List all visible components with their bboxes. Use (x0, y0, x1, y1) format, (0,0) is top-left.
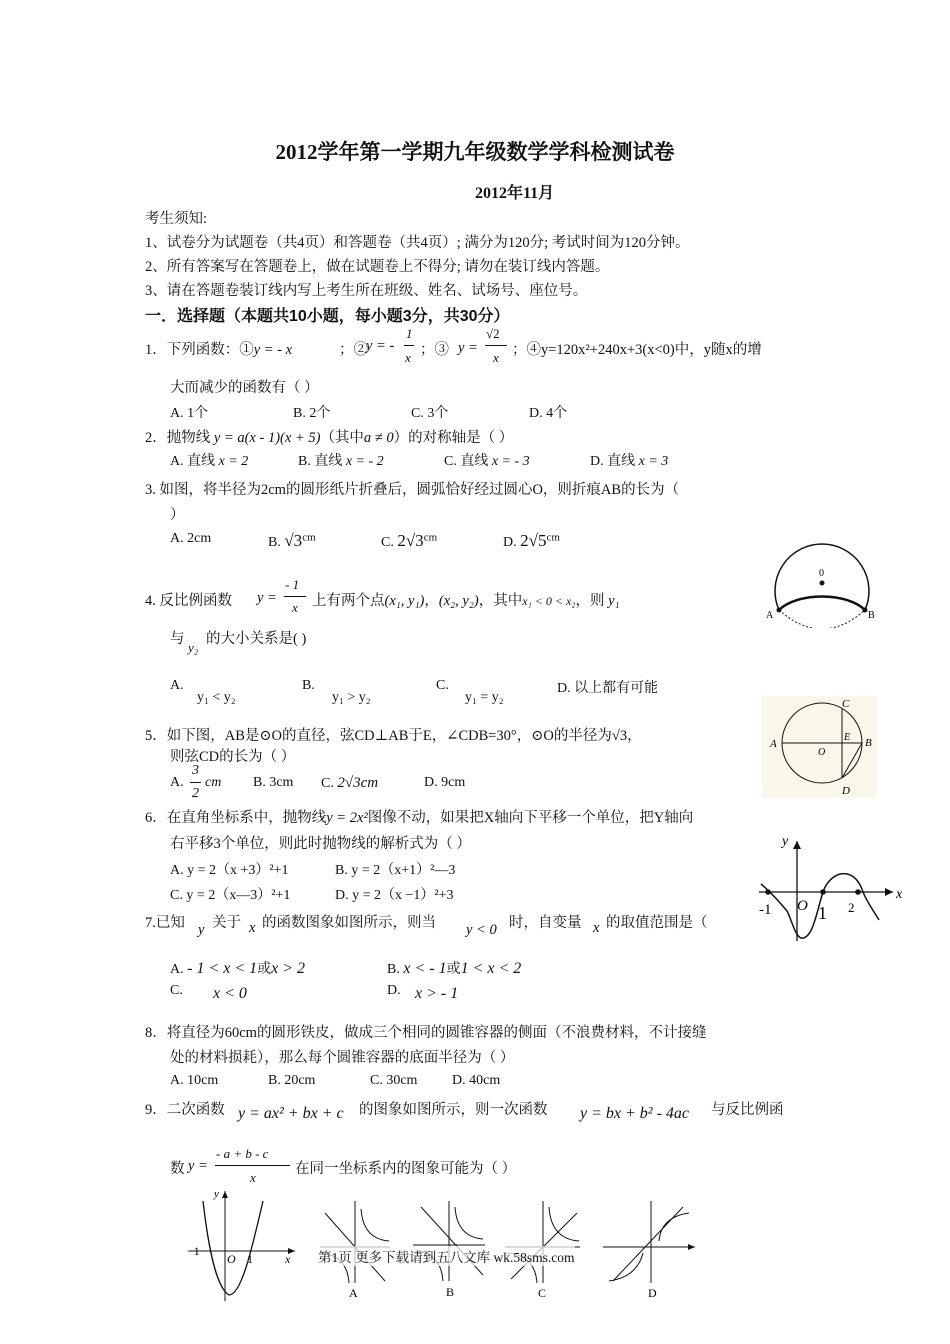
q7-label-o: O (797, 898, 808, 914)
q4-option-a-label: A. (170, 678, 184, 693)
q7-option-a-value2: x > 2 (271, 960, 306, 977)
q6-formula: y = 2x² (326, 810, 368, 826)
q4-option-d: D. 以上都有可能 (557, 681, 659, 696)
q7-stem-b: 关于 (212, 915, 241, 931)
q3-stem: 3. 如图，将半径为2cm的圆形纸片折叠后，圆弧恰好经过圆心O，则折痕AB的长为（ (145, 482, 680, 498)
q2-stem-a: 2．抛物线 (145, 430, 211, 446)
q4-option-a: y₁ < y₂ (197, 690, 236, 705)
q7-option-a-or: 或 (257, 962, 272, 977)
q6-stem-a: 6．在直角坐标系中，抛物线 (145, 810, 327, 826)
q2-stem-c: ）的对称轴是（ ） (393, 430, 514, 446)
q5-option-c-label: C. (321, 776, 334, 791)
q8-option-a: A. 10cm (170, 1073, 219, 1088)
q1-func-2-num: 1 (406, 326, 413, 341)
q3-option-d-unit: cm (546, 531, 560, 544)
q2-option-c-value: x = - 3 (491, 454, 530, 469)
q4-stem-c: ，其中 (478, 593, 523, 609)
notice-item: 2、所有答案写在答题卷上，做在试题卷上不得分; 请勿在装订线内答题。 (145, 259, 610, 275)
q4-stem-e: 与 (170, 631, 185, 647)
q4-y1: y₁ (608, 593, 620, 609)
q9-figures (185, 1183, 715, 1303)
q4-condition: x₁ < 0 < x₂ (522, 594, 576, 608)
q9-stem-b: 的图象如图所示，则一次函数 (359, 1102, 548, 1118)
q4-option-c: y₁ = y₂ (465, 690, 504, 705)
q9-func-1: y = ax² + bx + c (238, 1105, 344, 1122)
q7-label-1: 1 (818, 903, 827, 923)
q2-option-b-label: B. 直线 (298, 454, 343, 469)
q5-option-d: D. 9cm (424, 775, 466, 790)
q1-func-3-num: √2 (486, 326, 500, 341)
notice-header: 考生须知: (145, 211, 208, 227)
fraction-bar (190, 782, 201, 783)
q5-stem-a2: ， (627, 728, 642, 744)
q6-option-b: B. y = 2（x+1）²—3 (335, 863, 456, 878)
q7-y-arrow (793, 841, 801, 849)
q5-option-c (321, 775, 378, 792)
q2-condition: a ≠ 0 (363, 430, 394, 446)
q1-option-a: A. 1个 (170, 406, 209, 421)
q1-option-d: D. 4个 (529, 406, 568, 421)
q7-label-y: y (782, 834, 789, 849)
q9-choice-a: A (349, 1286, 358, 1300)
q9-choice-b: B (446, 1285, 455, 1299)
q9-stem-e: 在同一坐标系内的图象可能为（ ） (295, 1161, 517, 1177)
q4-stem-b: 上有两个点 (312, 593, 385, 609)
q1-stem-c: 大而减少的函数有（ ） (170, 380, 319, 396)
q3-option-c-label: C. (381, 535, 394, 550)
q5-option-a-den: 2 (192, 786, 199, 801)
q1-func-3-den: x (493, 350, 499, 365)
q6-stem-line (145, 806, 693, 827)
q9-label-y: y (214, 1188, 219, 1200)
q9-func-3-num: - a + b - c (216, 1146, 269, 1161)
q5-label-o: O (818, 747, 826, 758)
q2-option-a (170, 450, 248, 470)
q1-option-b: B. 2个 (293, 406, 331, 421)
q5-stem-b: 则弦CD的长为（ ） (170, 749, 296, 765)
q2-option-d-label: D. 直线 (590, 454, 636, 469)
page-footer: 第1页 更多下载请到五八文库 wk.58sms.com (318, 1246, 575, 1266)
q3-option-b (268, 531, 316, 551)
section-heading: 一．选择题（本题共10小题，每小题3分，共30分） (145, 308, 510, 325)
q7-root-m1 (765, 889, 771, 895)
q9-b-hyperbola-1 (455, 1207, 483, 1239)
q5-label-e: E (844, 732, 851, 743)
q8-option-c: C. 30cm (370, 1073, 418, 1088)
q7-option-b (387, 958, 521, 978)
q9-choice-d: D (648, 1286, 657, 1300)
q3-option-b-unit: cm (302, 531, 316, 544)
q9-d-x-arrow (688, 1244, 695, 1250)
q7-option-b-or: 或 (446, 962, 461, 977)
q1-func-2-lhs: y = - (366, 338, 395, 354)
q7-option-a-value: - 1 < x < 1 (187, 960, 258, 977)
q1-func-3-lhs: y = (458, 340, 478, 356)
q5-option-a-label: A. (170, 775, 184, 790)
q1-option-c: C. 3个 (411, 406, 449, 421)
q4-y2: y₂ (188, 640, 199, 655)
q9-y-arrow (222, 1191, 228, 1198)
q3-dashed-arc (779, 610, 865, 628)
q4-option-b: y₁ > y₂ (332, 690, 371, 705)
q4-stem-a: 4. 反比例函数 (145, 593, 232, 609)
q9-label-x: x (285, 1252, 291, 1266)
q5-label-c: C (842, 698, 850, 710)
q7-label-x: x (896, 887, 903, 902)
q3-option-c-value: 2√3 (397, 531, 424, 550)
q7-option-c: x < 0 (213, 985, 247, 1002)
q7-stem-d: 时，自变量 (509, 915, 582, 931)
q4-stem-line (312, 589, 620, 610)
q7-stem-c: 的函数图象如图所示，则当 (262, 915, 436, 931)
fraction-bar (485, 345, 507, 346)
q4-point-2: (x₂, y₂) (438, 593, 479, 609)
q3-point-a (777, 608, 782, 613)
q4-option-c-label: C. (436, 678, 449, 693)
q2-option-d-value: x = 3 (638, 454, 669, 469)
q8-option-b: B. 20cm (268, 1073, 316, 1088)
q7-root-1 (820, 889, 826, 895)
q3-figure (762, 528, 880, 628)
q5-option-a-num: 3 (192, 763, 199, 778)
q5-option-c-value: 2√3cm (337, 775, 379, 791)
q5-radius: √3 (611, 728, 628, 744)
q7-option-b-value: x < - 1 (403, 960, 447, 977)
q6-option-a: A. y = 2（x +3）²+1 (170, 863, 289, 878)
q4-option-b-label: B. (302, 678, 315, 693)
q9-parabola (203, 1201, 263, 1295)
q2-option-a-label: A. 直线 (170, 454, 216, 469)
q1-sep-3: ；③ (420, 342, 449, 358)
q4-point-1: (x₁, y₁) (384, 593, 425, 609)
q4-stem-f: 的大小关系是( ) (206, 631, 307, 647)
q8-stem-b: 处的材料损耗），那么每个圆锥容器的底面半径为（ ） (170, 1050, 515, 1066)
q5-stem-line (145, 724, 642, 745)
q9-stem-c: 与反比例函 (711, 1102, 784, 1118)
q7-option-b-value2: 1 < x < 2 (460, 960, 522, 977)
q5-option-b: B. 3cm (253, 775, 294, 790)
q3-option-d-label: D. (503, 535, 517, 550)
q2-stem (145, 426, 513, 447)
q7-option-a (170, 958, 305, 978)
q6-stem-b: 图像不动，如果把X轴向下平移一个单位，把Y轴向 (367, 810, 694, 826)
q2-option-c (444, 450, 530, 470)
q3-label-b: B (868, 610, 875, 621)
q9-d-hyperbola-1 (659, 1213, 689, 1241)
q7-option-a-label: A. (170, 962, 184, 977)
q9-a-hyperbola-1 (361, 1209, 389, 1241)
q7-stem-e: 的取值范围是（ (606, 915, 708, 931)
q6-option-d: D. y = 2（x −1）²+3 (335, 888, 454, 903)
q9-func-3-lhs: y = (188, 1158, 208, 1174)
q3-center-point (820, 581, 825, 586)
notice-item: 3、请在答题卷装订线内写上考生所在班级、姓名、试场号、座位号。 (145, 283, 588, 299)
q7-condition: y < 0 (466, 922, 497, 938)
q3-point-b (863, 608, 868, 613)
q3-option-a: A. 2cm (170, 531, 212, 546)
q5-label-a: A (770, 738, 777, 750)
q5-label-d: D (842, 785, 850, 797)
q4-func-num: - 1 (285, 577, 300, 592)
q3-label-o: 0 (819, 568, 824, 579)
q9-stem-a: 9．二次函数 (145, 1102, 225, 1118)
q7-option-b-label: B. (387, 962, 400, 977)
q1-func-2-den: x (405, 350, 411, 365)
q7-root-2 (855, 889, 861, 895)
q3-stem-close: ） (170, 507, 185, 523)
q5-label-b: B (865, 737, 872, 749)
q4-stem-d: ，则 (575, 593, 605, 609)
q9-func-3-den: x (250, 1170, 256, 1185)
q7-figure (757, 826, 907, 944)
q1-sep-2: ；② (339, 342, 368, 358)
fraction-bar (284, 596, 306, 597)
q1-stem (145, 338, 292, 359)
exam-date: 2012年11月 (475, 185, 555, 202)
q2-option-c-label: C. 直线 (444, 454, 489, 469)
q6-stem-c: 右平移3个单位，则此时抛物线的解析式为（ ） (170, 836, 471, 852)
q7-option-c-label: C. (170, 983, 183, 998)
q7-var-x2: x (593, 920, 600, 936)
q7-option-d-label: D. (387, 983, 401, 998)
q3-option-b-value: √3 (284, 531, 303, 550)
q5-stem-a: 5．如下图，AB是⊙O的直径，弦CD⊥AB于E，∠CDB=30°，⊙O的半径为 (145, 728, 612, 744)
q3-option-c (381, 531, 437, 551)
q4-comma: ， (424, 593, 439, 609)
q9-label-o: O (227, 1252, 236, 1266)
q1-func-1: y = - x (253, 342, 293, 358)
q2-option-a-value: x = 2 (218, 454, 249, 469)
q9-label-1: 1 (247, 1252, 253, 1266)
fraction-bar (215, 1165, 290, 1166)
q3-option-c-unit: cm (423, 531, 438, 544)
q7-label-2: 2 (848, 900, 855, 915)
q2-option-b-value: x = - 2 (345, 454, 384, 469)
q8-stem-a: 8．将直径为60cm的圆形铁皮，做成三个相同的圆锥容器的侧面（不浪费材料，不计接缝 (145, 1025, 707, 1041)
q1-stem-a: 1．下列函数：① (145, 342, 254, 358)
q2-option-d (590, 450, 668, 470)
q3-option-d-value: 2√5 (520, 531, 547, 550)
q9-option-d-graph (603, 1201, 695, 1300)
q5-figure (762, 696, 877, 798)
q7-var-y: y (198, 922, 205, 938)
q7-var-x: x (249, 920, 256, 936)
q3-option-b-label: B. (268, 535, 281, 550)
q2-option-b (298, 450, 384, 470)
q7-option-d: x > - 1 (415, 985, 459, 1002)
page-title: 2012学年第一学期九年级数学学科检测试卷 (275, 140, 675, 164)
q4-func-lhs: y = (257, 590, 277, 606)
q7-label-m1: -1 (759, 902, 772, 918)
q3-label-a: A (766, 610, 774, 621)
q9-label-m1: −1 (187, 1244, 200, 1258)
fraction-bar (404, 345, 414, 346)
q7-x-arrow (885, 888, 893, 896)
q6-option-c: C. y = 2（x—3）²+1 (170, 888, 291, 903)
q9-func-2: y = bx + b² - 4ac (580, 1105, 690, 1122)
notice-item: 1、试卷分为试题卷（共4页）和答题卷（共4页）; 满分为120分; 考试时间为120分钟。 (145, 235, 690, 251)
q3-folded-arc (779, 596, 865, 610)
q9-choice-c: C (538, 1286, 547, 1300)
q9-stem-d: 数 (170, 1161, 185, 1177)
q8-option-d: D. 40cm (452, 1073, 501, 1088)
q2-stem-b: （其中 (320, 430, 364, 446)
q9-parabola-graph (187, 1188, 295, 1301)
q3-option-d (503, 531, 560, 551)
q2-formula: y = a(x - 1)(x + 5) (213, 430, 321, 446)
q1-stem-b: ；④y=120x²+240x+3(x<0)中，y随x的增 (512, 342, 762, 358)
q7-stem-a: 7.已知 (145, 915, 185, 931)
q5-option-a-unit: cm (205, 775, 222, 790)
q4-func-den: x (292, 600, 298, 615)
